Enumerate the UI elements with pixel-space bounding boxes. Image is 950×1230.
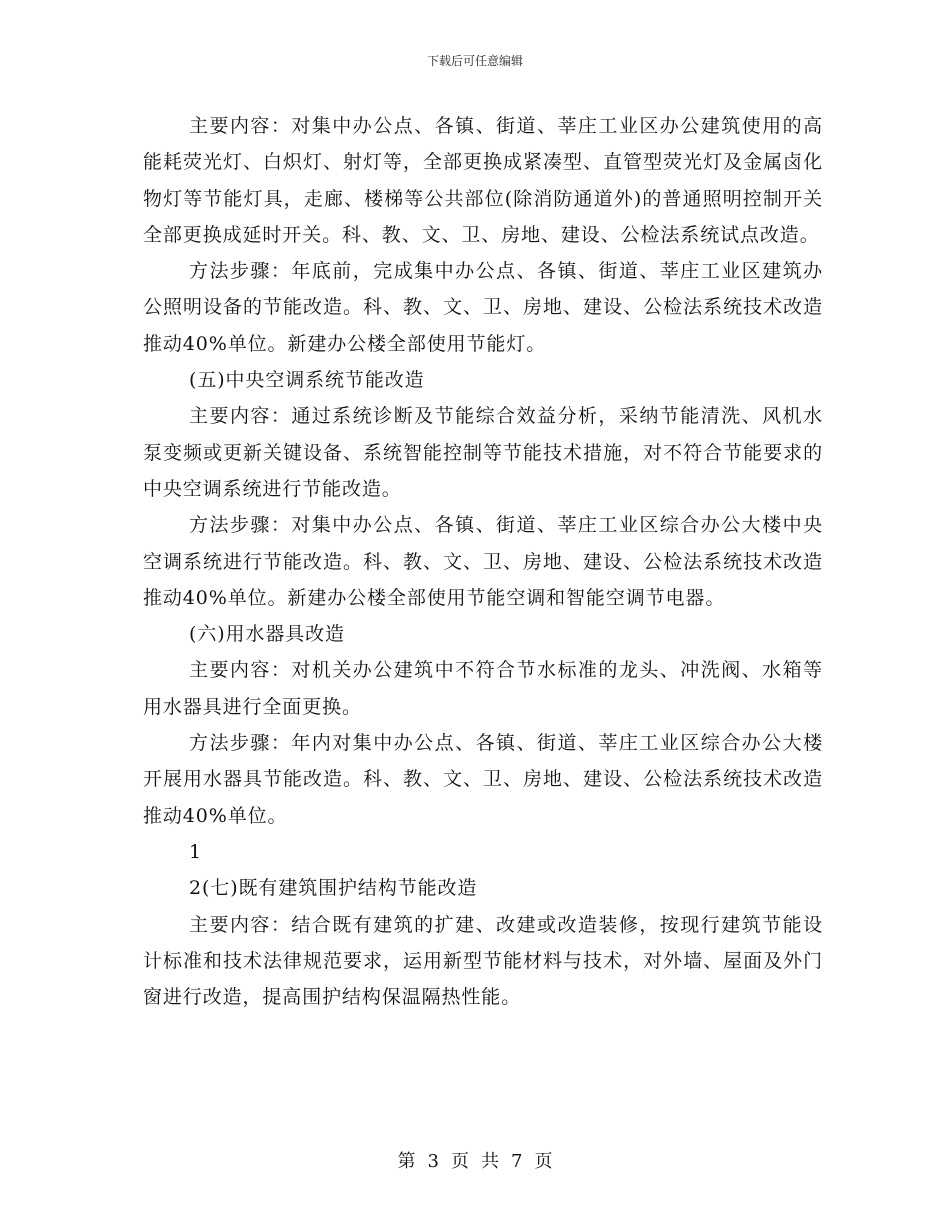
paragraph-lighting-content: 主要内容：对集中办公点、各镇、街道、莘庄工业区办公建筑使用的高能耗荧光灯、白炽灯、射灯等，全部更换成紧凑型、直管型荧光灯及金属卤化物灯等节能灯具，走廊、楼梯等公共部位(除消防通道外)的普通照明控制开关全部更换成延时开关。科、教、文、卫、房地、建设、公检法系统试点改造。 [143,115,823,246]
stray-number-line: 1 [189,840,202,863]
paragraph-ac-content: 主要内容：通过系统诊断及节能综合效益分析，采纳节能清洗、风机水泵变频或更新关键设备、系统智能控制等节能技术措施，对不符合节能要求的中央空调系统进行节能改造。 [143,405,823,500]
footer-total-label: 共 [481,1151,499,1172]
paragraph-ac-steps: 方法步骤：对集中办公点、各镇、街道、莘庄工业区综合办公大楼中央空调系统进行节能改造。科、教、文、卫、房地、建设、公检法系统技术改造推动40%单位。新建办公楼全部使用节能空调和智能空调节电器。 [143,514,823,609]
footer-total-number: 7 [511,1151,523,1172]
paragraph-water-content: 主要内容：对机关办公建筑中不符合节水标准的龙头、冲洗阀、水箱等用水器具进行全面更换。 [143,659,823,718]
page-header: 下载后可任意编辑 [426,54,523,68]
footer-total-word: 页 [534,1151,553,1172]
paragraph-lighting-steps: 方法步骤：年底前，完成集中办公点、各镇、街道、莘庄工业区建筑办公照明设备的节能改造。科、教、文、卫、房地、建设、公检法系统技术改造推动40%单位。新建办公楼全部使用节能灯。 [143,260,823,355]
page-footer [0,1147,950,1173]
document-body [143,108,823,1015]
footer-page-word: 页 [451,1151,469,1172]
section-heading-7: 2(七)既有建筑围护结构节能改造 [189,877,478,900]
paragraph-water-steps: 方法步骤：年内对集中办公点、各镇、街道、莘庄工业区综合办公大楼开展用水器具节能改造。科、教、文、卫、房地、建设、公检法系统技术改造推动40%单位。 [143,732,823,827]
paragraph-envelope-content: 主要内容：结合既有建筑的扩建、改建或改造装修，按现行建筑节能设计标准和技术法律规范要求，运用新型节能材料与技术，对外墙、屋面及外门窗进行改造，提高围护结构保温隔热性能。 [143,913,823,1009]
section-heading-5: (五)中央空调系统节能改造 [189,369,425,392]
footer-page-number: 3 [427,1151,439,1172]
footer-page-label: 第 [397,1151,416,1172]
section-heading-6: (六)用水器具改造 [189,623,345,646]
